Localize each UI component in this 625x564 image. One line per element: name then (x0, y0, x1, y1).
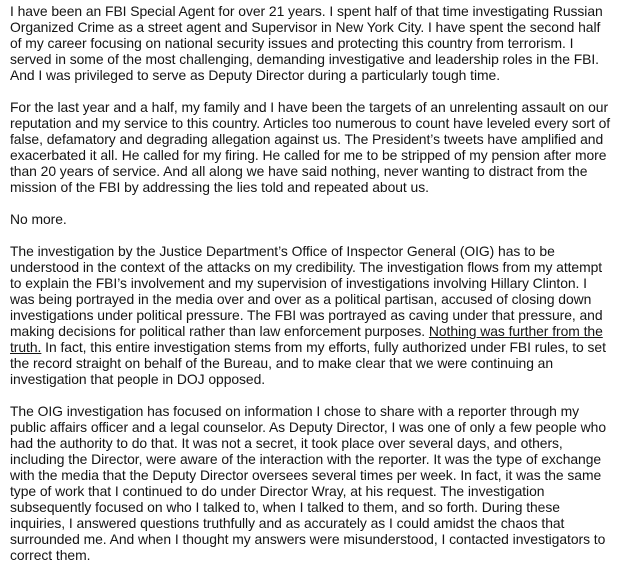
paragraph-investigation-text-end: In fact, this entire investigation stems from my efforts, fully authorized under FBI rules, to set the record straight on behalf of the Bureau, and to make clear that we were continuing an investigation that people in DOJ opposed. (10, 339, 606, 387)
paragraph-attacks: For the last year and a half, my family and I have been the targets of an unrelenting assault on our reputation and my service to this country. Articles too numerous to count have leveled every sort of false, defamatory and degrading allegation against us. The President’s tweets have amplified and exacerbated it all. He called for my firing. He called for me to be stripped of my pension after more than 20 years of service. And all along we have said nothing, never wanting to distract from the mission of the FBI by addressing the lies told and repeated about us. (10, 99, 611, 195)
paragraph-investigation-text-start: The investigation by the Justice Department’s Office of Inspector General (OIG) has to be understood in the context of the attacks on my credibility. The investigation flows from my attempt to explain the FBI’s involvement and my supervision of investigations involving Hillary Clinton. I was being portrayed in the media over and over as a political partisan, accused of closing down investigations under political pressure. The FBI was portrayed as caving under that pressure, and making decisions for political rather than law enforcement purposes. (10, 243, 603, 339)
statement-document (10, 3, 614, 563)
paragraph-career: I have been an FBI Special Agent for over 21 years. I spent half of that time investigating Russian Organized Crime as a street agent and Supervisor in New York City. I have spent the second half of my career focusing on national security issues and protecting this country from terrorism. I served in some of the most challenging, demanding investigative and leadership roles in the FBI. And I was privileged to serve as Deputy Director during a particularly tough time. (10, 3, 603, 83)
paragraph-no-more: No more. (10, 211, 67, 227)
underlined-statement: Nothing was further from the truth. (10, 323, 603, 355)
paragraph-oig-focus: The OIG investigation has focused on information I chose to share with a reporter through my public affairs officer and a legal counselor. As Deputy Director, I was one of only a few people who had the authority to do that. It was not a secret, it took place over several days, and others, including the Director, were aware of the interaction with the reporter. It was the type of exchange with the media that the Deputy Director oversees several times per week. In fact, it was the same type of work that I continued to do under Director Wray, at his request. The investigation subsequently focused on who I talked to, when I talked to them, and so forth. During these inquiries, I answered questions truthfully and as accurately as I could amidst the chaos that surrounded me. And when I thought my answers were misunderstood, I contacted investigators to correct them. (10, 403, 606, 563)
paragraph-investigation (10, 243, 614, 387)
